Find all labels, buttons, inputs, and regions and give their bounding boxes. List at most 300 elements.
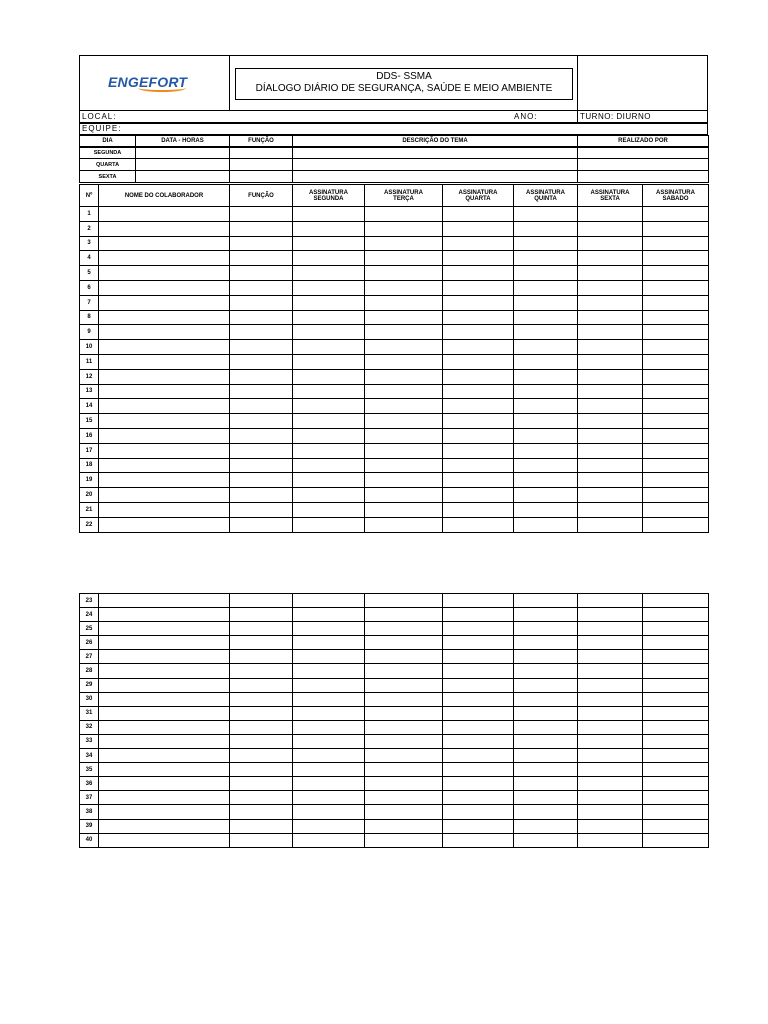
entry-cell[interactable] xyxy=(99,310,230,325)
entry-cell[interactable] xyxy=(514,664,578,678)
entry-cell[interactable] xyxy=(230,369,293,384)
entry-cell[interactable] xyxy=(443,650,514,664)
entry-cell[interactable] xyxy=(230,608,293,622)
entry-cell[interactable] xyxy=(365,650,443,664)
entry-cell[interactable] xyxy=(99,280,230,295)
entry-cell[interactable] xyxy=(443,692,514,706)
entry-cell[interactable] xyxy=(99,384,230,399)
entry-cell[interactable] xyxy=(365,833,443,847)
entry-cell[interactable] xyxy=(578,819,643,833)
entry-cell[interactable] xyxy=(230,251,293,266)
entry-cell[interactable] xyxy=(643,734,709,748)
entry-cell[interactable] xyxy=(578,706,643,720)
entry-cell[interactable] xyxy=(365,428,443,443)
entry-cell[interactable] xyxy=(443,221,514,236)
entry-cell[interactable] xyxy=(643,720,709,734)
entry-cell[interactable] xyxy=(365,720,443,734)
entry-cell[interactable] xyxy=(643,777,709,791)
entry-cell[interactable] xyxy=(443,488,514,503)
entry-cell[interactable] xyxy=(514,207,578,222)
entry-cell[interactable] xyxy=(230,622,293,636)
entry-cell[interactable] xyxy=(578,833,643,847)
entry-cell[interactable] xyxy=(643,805,709,819)
entry-cell[interactable] xyxy=(578,517,643,532)
entry-cell[interactable] xyxy=(643,369,709,384)
entry-cell[interactable] xyxy=(293,236,365,251)
entry-cell[interactable] xyxy=(293,678,365,692)
entry-cell[interactable] xyxy=(230,833,293,847)
entry-cell[interactable] xyxy=(99,833,230,847)
entry-cell[interactable] xyxy=(514,354,578,369)
entry-cell[interactable] xyxy=(514,266,578,281)
entry-cell[interactable] xyxy=(230,473,293,488)
entry-cell[interactable] xyxy=(643,428,709,443)
entry-cell[interactable] xyxy=(99,734,230,748)
entry-cell[interactable] xyxy=(230,805,293,819)
entry-cell[interactable] xyxy=(443,805,514,819)
entry-cell[interactable] xyxy=(514,650,578,664)
entry-cell[interactable] xyxy=(443,280,514,295)
entry-cell[interactable] xyxy=(293,608,365,622)
entry-cell[interactable] xyxy=(443,749,514,763)
entry-cell[interactable] xyxy=(99,207,230,222)
entry-cell[interactable] xyxy=(365,706,443,720)
entry-cell[interactable] xyxy=(443,819,514,833)
entry-cell[interactable] xyxy=(293,443,365,458)
entry-cell[interactable] xyxy=(443,236,514,251)
entry-cell[interactable] xyxy=(514,594,578,608)
entry-cell[interactable] xyxy=(578,428,643,443)
entry-cell[interactable] xyxy=(99,369,230,384)
entry-cell[interactable] xyxy=(99,636,230,650)
entry-cell[interactable] xyxy=(578,650,643,664)
entry-cell[interactable] xyxy=(514,706,578,720)
entry-cell[interactable] xyxy=(643,749,709,763)
entry-cell[interactable] xyxy=(643,266,709,281)
entry-cell[interactable] xyxy=(643,819,709,833)
entry-cell[interactable] xyxy=(293,399,365,414)
entry-cell[interactable] xyxy=(514,749,578,763)
entry-cell[interactable] xyxy=(230,384,293,399)
entry-cell[interactable] xyxy=(99,805,230,819)
entry-cell[interactable] xyxy=(230,221,293,236)
cell[interactable] xyxy=(230,147,293,159)
entry-cell[interactable] xyxy=(230,414,293,429)
entry-cell[interactable] xyxy=(230,354,293,369)
entry-cell[interactable] xyxy=(443,734,514,748)
entry-cell[interactable] xyxy=(293,594,365,608)
entry-cell[interactable] xyxy=(293,428,365,443)
entry-cell[interactable] xyxy=(578,414,643,429)
entry-cell[interactable] xyxy=(230,819,293,833)
entry-cell[interactable] xyxy=(443,502,514,517)
entry-cell[interactable] xyxy=(643,608,709,622)
entry-cell[interactable] xyxy=(578,325,643,340)
entry-cell[interactable] xyxy=(293,763,365,777)
entry-cell[interactable] xyxy=(578,295,643,310)
entry-cell[interactable] xyxy=(230,502,293,517)
entry-cell[interactable] xyxy=(514,734,578,748)
entry-cell[interactable] xyxy=(643,692,709,706)
entry-cell[interactable] xyxy=(99,414,230,429)
entry-cell[interactable] xyxy=(365,594,443,608)
entry-cell[interactable] xyxy=(293,414,365,429)
entry-cell[interactable] xyxy=(643,295,709,310)
entry-cell[interactable] xyxy=(578,340,643,355)
entry-cell[interactable] xyxy=(514,819,578,833)
entry-cell[interactable] xyxy=(230,734,293,748)
cell[interactable] xyxy=(293,171,578,183)
entry-cell[interactable] xyxy=(514,458,578,473)
entry-cell[interactable] xyxy=(578,791,643,805)
entry-cell[interactable] xyxy=(293,251,365,266)
entry-cell[interactable] xyxy=(365,734,443,748)
entry-cell[interactable] xyxy=(230,236,293,251)
entry-cell[interactable] xyxy=(578,734,643,748)
entry-cell[interactable] xyxy=(365,749,443,763)
entry-cell[interactable] xyxy=(514,608,578,622)
entry-cell[interactable] xyxy=(514,221,578,236)
entry-cell[interactable] xyxy=(443,207,514,222)
entry-cell[interactable] xyxy=(443,340,514,355)
entry-cell[interactable] xyxy=(99,502,230,517)
entry-cell[interactable] xyxy=(443,414,514,429)
entry-cell[interactable] xyxy=(230,488,293,503)
entry-cell[interactable] xyxy=(365,414,443,429)
entry-cell[interactable] xyxy=(365,777,443,791)
entry-cell[interactable] xyxy=(293,207,365,222)
entry-cell[interactable] xyxy=(293,734,365,748)
entry-cell[interactable] xyxy=(293,650,365,664)
entry-cell[interactable] xyxy=(293,664,365,678)
entry-cell[interactable] xyxy=(230,443,293,458)
entry-cell[interactable] xyxy=(578,594,643,608)
entry-cell[interactable] xyxy=(99,458,230,473)
entry-cell[interactable] xyxy=(578,636,643,650)
entry-cell[interactable] xyxy=(643,310,709,325)
entry-cell[interactable] xyxy=(99,221,230,236)
entry-cell[interactable] xyxy=(643,207,709,222)
entry-cell[interactable] xyxy=(230,763,293,777)
entry-cell[interactable] xyxy=(514,833,578,847)
entry-cell[interactable] xyxy=(578,266,643,281)
entry-cell[interactable] xyxy=(365,608,443,622)
entry-cell[interactable] xyxy=(293,706,365,720)
entry-cell[interactable] xyxy=(578,488,643,503)
entry-cell[interactable] xyxy=(643,340,709,355)
entry-cell[interactable] xyxy=(443,594,514,608)
entry-cell[interactable] xyxy=(443,517,514,532)
entry-cell[interactable] xyxy=(365,763,443,777)
entry-cell[interactable] xyxy=(99,428,230,443)
entry-cell[interactable] xyxy=(293,458,365,473)
cell[interactable] xyxy=(230,171,293,183)
entry-cell[interactable] xyxy=(365,354,443,369)
entry-cell[interactable] xyxy=(578,458,643,473)
entry-cell[interactable] xyxy=(293,488,365,503)
entry-cell[interactable] xyxy=(365,399,443,414)
entry-cell[interactable] xyxy=(578,805,643,819)
entry-cell[interactable] xyxy=(293,805,365,819)
cell[interactable] xyxy=(293,159,578,171)
entry-cell[interactable] xyxy=(99,777,230,791)
entry-cell[interactable] xyxy=(293,354,365,369)
cell[interactable] xyxy=(230,159,293,171)
entry-cell[interactable] xyxy=(230,280,293,295)
entry-cell[interactable] xyxy=(443,399,514,414)
entry-cell[interactable] xyxy=(578,608,643,622)
entry-cell[interactable] xyxy=(514,443,578,458)
entry-cell[interactable] xyxy=(365,266,443,281)
entry-cell[interactable] xyxy=(443,763,514,777)
cell[interactable] xyxy=(578,147,709,159)
entry-cell[interactable] xyxy=(514,517,578,532)
entry-cell[interactable] xyxy=(365,622,443,636)
entry-cell[interactable] xyxy=(578,221,643,236)
entry-cell[interactable] xyxy=(99,325,230,340)
entry-cell[interactable] xyxy=(365,805,443,819)
entry-cell[interactable] xyxy=(443,678,514,692)
entry-cell[interactable] xyxy=(443,622,514,636)
cell[interactable] xyxy=(136,171,230,183)
entry-cell[interactable] xyxy=(514,720,578,734)
entry-cell[interactable] xyxy=(514,428,578,443)
entry-cell[interactable] xyxy=(514,384,578,399)
entry-cell[interactable] xyxy=(99,594,230,608)
entry-cell[interactable] xyxy=(514,414,578,429)
entry-cell[interactable] xyxy=(230,650,293,664)
entry-cell[interactable] xyxy=(293,622,365,636)
entry-cell[interactable] xyxy=(99,340,230,355)
cell[interactable] xyxy=(136,147,230,159)
entry-cell[interactable] xyxy=(99,295,230,310)
entry-cell[interactable] xyxy=(365,664,443,678)
entry-cell[interactable] xyxy=(643,443,709,458)
entry-cell[interactable] xyxy=(578,207,643,222)
entry-cell[interactable] xyxy=(99,720,230,734)
entry-cell[interactable] xyxy=(443,325,514,340)
entry-cell[interactable] xyxy=(365,791,443,805)
entry-cell[interactable] xyxy=(230,706,293,720)
entry-cell[interactable] xyxy=(643,502,709,517)
entry-cell[interactable] xyxy=(99,517,230,532)
entry-cell[interactable] xyxy=(578,280,643,295)
entry-cell[interactable] xyxy=(514,399,578,414)
cell[interactable] xyxy=(293,147,578,159)
entry-cell[interactable] xyxy=(643,706,709,720)
entry-cell[interactable] xyxy=(578,720,643,734)
entry-cell[interactable] xyxy=(643,384,709,399)
entry-cell[interactable] xyxy=(230,266,293,281)
entry-cell[interactable] xyxy=(293,636,365,650)
entry-cell[interactable] xyxy=(365,458,443,473)
entry-cell[interactable] xyxy=(514,678,578,692)
entry-cell[interactable] xyxy=(578,749,643,763)
entry-cell[interactable] xyxy=(365,310,443,325)
entry-cell[interactable] xyxy=(99,819,230,833)
entry-cell[interactable] xyxy=(293,369,365,384)
entry-cell[interactable] xyxy=(443,369,514,384)
cell[interactable] xyxy=(578,171,709,183)
entry-cell[interactable] xyxy=(514,692,578,706)
entry-cell[interactable] xyxy=(578,310,643,325)
entry-cell[interactable] xyxy=(578,251,643,266)
entry-cell[interactable] xyxy=(443,720,514,734)
entry-cell[interactable] xyxy=(514,473,578,488)
entry-cell[interactable] xyxy=(578,692,643,706)
entry-cell[interactable] xyxy=(514,805,578,819)
entry-cell[interactable] xyxy=(293,340,365,355)
entry-cell[interactable] xyxy=(99,664,230,678)
entry-cell[interactable] xyxy=(443,443,514,458)
entry-cell[interactable] xyxy=(293,692,365,706)
entry-cell[interactable] xyxy=(643,594,709,608)
entry-cell[interactable] xyxy=(643,280,709,295)
entry-cell[interactable] xyxy=(99,443,230,458)
entry-cell[interactable] xyxy=(643,221,709,236)
entry-cell[interactable] xyxy=(365,369,443,384)
entry-cell[interactable] xyxy=(230,720,293,734)
entry-cell[interactable] xyxy=(443,266,514,281)
entry-cell[interactable] xyxy=(443,636,514,650)
entry-cell[interactable] xyxy=(293,266,365,281)
entry-cell[interactable] xyxy=(99,354,230,369)
entry-cell[interactable] xyxy=(578,354,643,369)
entry-cell[interactable] xyxy=(643,354,709,369)
entry-cell[interactable] xyxy=(514,777,578,791)
entry-cell[interactable] xyxy=(99,706,230,720)
entry-cell[interactable] xyxy=(443,706,514,720)
entry-cell[interactable] xyxy=(99,763,230,777)
entry-cell[interactable] xyxy=(443,428,514,443)
entry-cell[interactable] xyxy=(99,266,230,281)
entry-cell[interactable] xyxy=(365,692,443,706)
entry-cell[interactable] xyxy=(643,458,709,473)
entry-cell[interactable] xyxy=(230,678,293,692)
entry-cell[interactable] xyxy=(443,295,514,310)
entry-cell[interactable] xyxy=(365,636,443,650)
entry-cell[interactable] xyxy=(514,369,578,384)
entry-cell[interactable] xyxy=(365,251,443,266)
entry-cell[interactable] xyxy=(643,414,709,429)
entry-cell[interactable] xyxy=(99,473,230,488)
entry-cell[interactable] xyxy=(230,777,293,791)
entry-cell[interactable] xyxy=(293,502,365,517)
entry-cell[interactable] xyxy=(643,650,709,664)
entry-cell[interactable] xyxy=(230,594,293,608)
entry-cell[interactable] xyxy=(578,664,643,678)
entry-cell[interactable] xyxy=(293,749,365,763)
entry-cell[interactable] xyxy=(578,777,643,791)
entry-cell[interactable] xyxy=(643,636,709,650)
entry-cell[interactable] xyxy=(443,777,514,791)
entry-cell[interactable] xyxy=(578,678,643,692)
entry-cell[interactable] xyxy=(365,221,443,236)
entry-cell[interactable] xyxy=(578,622,643,636)
entry-cell[interactable] xyxy=(365,295,443,310)
entry-cell[interactable] xyxy=(514,636,578,650)
entry-cell[interactable] xyxy=(443,458,514,473)
entry-cell[interactable] xyxy=(230,636,293,650)
entry-cell[interactable] xyxy=(643,763,709,777)
entry-cell[interactable] xyxy=(99,791,230,805)
entry-cell[interactable] xyxy=(578,763,643,777)
entry-cell[interactable] xyxy=(643,517,709,532)
entry-cell[interactable] xyxy=(230,749,293,763)
entry-cell[interactable] xyxy=(365,236,443,251)
entry-cell[interactable] xyxy=(443,251,514,266)
entry-cell[interactable] xyxy=(643,622,709,636)
entry-cell[interactable] xyxy=(578,502,643,517)
entry-cell[interactable] xyxy=(99,608,230,622)
entry-cell[interactable] xyxy=(643,678,709,692)
entry-cell[interactable] xyxy=(443,384,514,399)
entry-cell[interactable] xyxy=(230,428,293,443)
entry-cell[interactable] xyxy=(514,310,578,325)
entry-cell[interactable] xyxy=(230,340,293,355)
entry-cell[interactable] xyxy=(293,295,365,310)
entry-cell[interactable] xyxy=(514,488,578,503)
entry-cell[interactable] xyxy=(578,236,643,251)
entry-cell[interactable] xyxy=(365,488,443,503)
entry-cell[interactable] xyxy=(514,325,578,340)
entry-cell[interactable] xyxy=(365,819,443,833)
entry-cell[interactable] xyxy=(230,791,293,805)
entry-cell[interactable] xyxy=(643,325,709,340)
entry-cell[interactable] xyxy=(643,833,709,847)
entry-cell[interactable] xyxy=(514,502,578,517)
entry-cell[interactable] xyxy=(293,325,365,340)
entry-cell[interactable] xyxy=(99,749,230,763)
entry-cell[interactable] xyxy=(578,473,643,488)
entry-cell[interactable] xyxy=(99,236,230,251)
entry-cell[interactable] xyxy=(365,443,443,458)
entry-cell[interactable] xyxy=(230,399,293,414)
entry-cell[interactable] xyxy=(365,517,443,532)
entry-cell[interactable] xyxy=(99,622,230,636)
entry-cell[interactable] xyxy=(99,399,230,414)
entry-cell[interactable] xyxy=(514,622,578,636)
entry-cell[interactable] xyxy=(99,650,230,664)
entry-cell[interactable] xyxy=(293,777,365,791)
entry-cell[interactable] xyxy=(643,473,709,488)
entry-cell[interactable] xyxy=(578,399,643,414)
entry-cell[interactable] xyxy=(365,473,443,488)
entry-cell[interactable] xyxy=(230,207,293,222)
entry-cell[interactable] xyxy=(643,791,709,805)
entry-cell[interactable] xyxy=(293,384,365,399)
entry-cell[interactable] xyxy=(443,473,514,488)
entry-cell[interactable] xyxy=(293,517,365,532)
entry-cell[interactable] xyxy=(643,251,709,266)
entry-cell[interactable] xyxy=(643,664,709,678)
entry-cell[interactable] xyxy=(99,692,230,706)
entry-cell[interactable] xyxy=(365,207,443,222)
entry-cell[interactable] xyxy=(365,280,443,295)
entry-cell[interactable] xyxy=(230,325,293,340)
entry-cell[interactable] xyxy=(514,280,578,295)
entry-cell[interactable] xyxy=(443,664,514,678)
entry-cell[interactable] xyxy=(643,399,709,414)
entry-cell[interactable] xyxy=(443,833,514,847)
entry-cell[interactable] xyxy=(514,251,578,266)
entry-cell[interactable] xyxy=(293,819,365,833)
entry-cell[interactable] xyxy=(443,354,514,369)
entry-cell[interactable] xyxy=(230,310,293,325)
cell[interactable] xyxy=(578,159,709,171)
entry-cell[interactable] xyxy=(230,458,293,473)
entry-cell[interactable] xyxy=(578,369,643,384)
